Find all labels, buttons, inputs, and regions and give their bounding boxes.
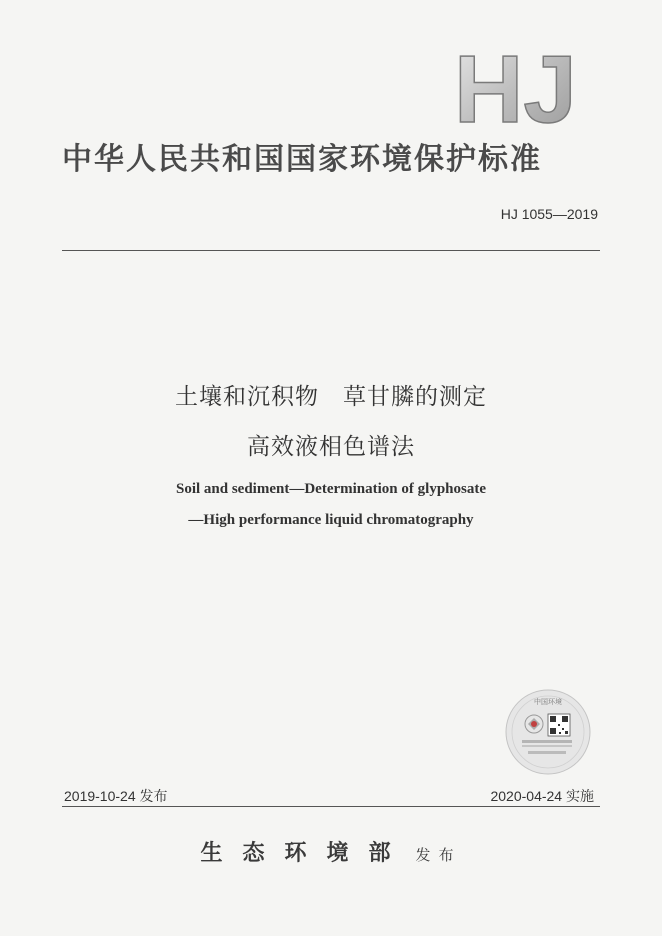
hj-standard-logo — [452, 40, 602, 130]
top-divider — [62, 250, 600, 251]
standard-number: HJ 1055—2019 — [500, 206, 598, 222]
anti-counterfeit-seal-icon — [504, 688, 592, 776]
issuer-suffix: 发布 — [415, 846, 462, 864]
title-cn-line2: 高效液相色谱法 — [247, 434, 415, 460]
svg-text:HJ: HJ — [454, 40, 577, 130]
implementation-date: 2020-04-24 实施 — [490, 788, 594, 804]
publication-header: 中华人民共和国国家环境保护标准 — [62, 142, 542, 177]
svg-text:中国环境: 中国环境 — [534, 698, 562, 706]
issue-date: 2019-10-24 发布 — [64, 788, 168, 804]
issuer-name: 生态环境部 — [200, 840, 411, 866]
issuer — [0, 836, 662, 867]
title-cn-line1: 土壤和沉积物 草甘膦的测定 — [175, 384, 487, 410]
bottom-divider — [62, 806, 600, 807]
title-en-line1: Soil and sediment—Determination of glyphosate — [175, 481, 486, 497]
title-en-line2: —High performance liquid chromatography — [188, 512, 474, 528]
